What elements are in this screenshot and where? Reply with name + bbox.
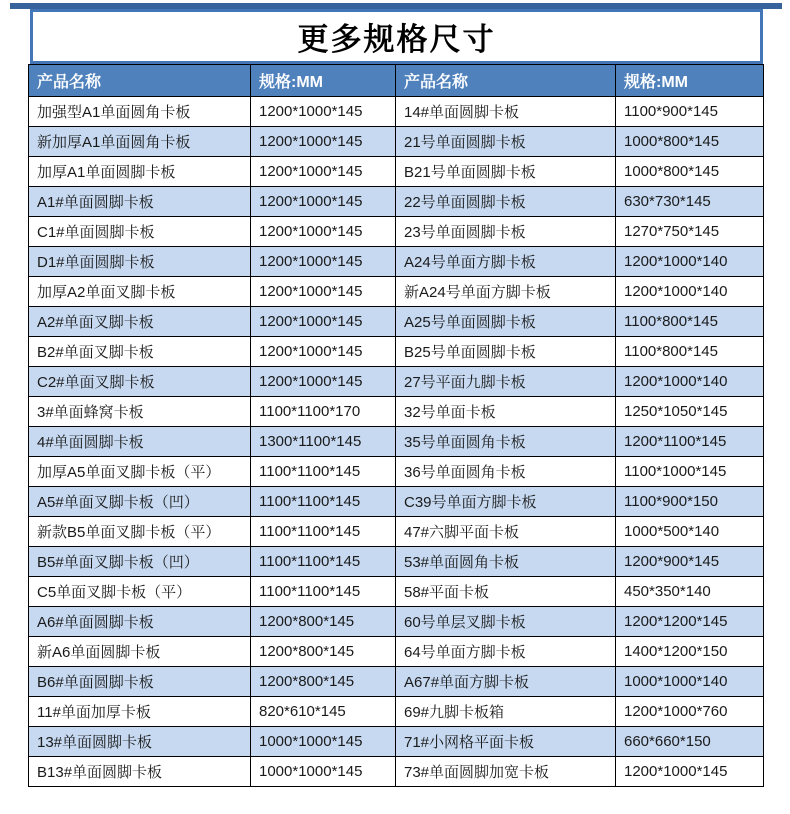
spec-cell: 1200*800*145: [251, 667, 396, 697]
product-name-cell: 新A24号单面方脚卡板: [396, 277, 616, 307]
table-row: [29, 757, 764, 787]
product-name-cell: B6#单面圆脚卡板: [29, 667, 251, 697]
table-row: [29, 217, 764, 247]
product-name-cell: 36号单面圆角卡板: [396, 457, 616, 487]
table-row: [29, 97, 764, 127]
product-name-cell: 58#平面卡板: [396, 577, 616, 607]
spec-cell: 1200*800*145: [251, 607, 396, 637]
product-name-cell: 加强型A1单面圆角卡板: [29, 97, 251, 127]
product-name-cell: 4#单面圆脚卡板: [29, 427, 251, 457]
product-name-cell: A1#单面圆脚卡板: [29, 187, 251, 217]
spec-cell: 1100*900*150: [616, 487, 764, 517]
product-name-cell: A67#单面方脚卡板: [396, 667, 616, 697]
table-row: [29, 637, 764, 667]
table-row: [29, 667, 764, 697]
spec-cell: 1000*500*140: [616, 517, 764, 547]
spec-cell: 1100*1100*145: [251, 487, 396, 517]
product-name-cell: A6#单面圆脚卡板: [29, 607, 251, 637]
table-row: [29, 607, 764, 637]
spec-cell: 450*350*140: [616, 577, 764, 607]
spec-cell: 1100*1100*145: [251, 577, 396, 607]
product-name-cell: 11#单面加厚卡板: [29, 697, 251, 727]
product-name-cell: A24号单面方脚卡板: [396, 247, 616, 277]
product-name-cell: D1#单面圆脚卡板: [29, 247, 251, 277]
spec-cell: 1300*1100*145: [251, 427, 396, 457]
product-name-cell: B25号单面圆脚卡板: [396, 337, 616, 367]
spec-cell: 1200*1000*145: [251, 277, 396, 307]
product-name-cell: 新A6单面圆脚卡板: [29, 637, 251, 667]
product-name-cell: B5#单面叉脚卡板（凹）: [29, 547, 251, 577]
spec-cell: 1100*800*145: [616, 337, 764, 367]
spec-cell: 660*660*150: [616, 727, 764, 757]
product-name-cell: C2#单面叉脚卡板: [29, 367, 251, 397]
table-row: [29, 727, 764, 757]
spec-cell: 1200*1000*145: [251, 127, 396, 157]
product-name-cell: 3#单面蜂窝卡板: [29, 397, 251, 427]
product-name-cell: A5#单面叉脚卡板（凹）: [29, 487, 251, 517]
product-name-cell: 73#单面圆脚加宽卡板: [396, 757, 616, 787]
header-row: [29, 65, 764, 97]
page-title: 更多规格尺寸: [297, 22, 496, 57]
spec-cell: 1000*1000*140: [616, 667, 764, 697]
spec-cell: 1000*1000*145: [251, 757, 396, 787]
product-name-cell: 27号平面九脚卡板: [396, 367, 616, 397]
product-name-cell: 22号单面圆脚卡板: [396, 187, 616, 217]
product-name-cell: 60号单层叉脚卡板: [396, 607, 616, 637]
table-row: [29, 547, 764, 577]
spec-cell: 820*610*145: [251, 697, 396, 727]
table-row: [29, 577, 764, 607]
spec-cell: 1200*1000*145: [251, 337, 396, 367]
product-name-cell: 13#单面圆脚卡板: [29, 727, 251, 757]
spec-table-head: [29, 65, 764, 97]
table-row: [29, 247, 764, 277]
title-box: [30, 9, 763, 64]
column-header-spec-2: 规格:MM: [616, 65, 764, 97]
spec-cell: 1200*1000*145: [251, 367, 396, 397]
product-name-cell: 35号单面圆角卡板: [396, 427, 616, 457]
table-row: [29, 397, 764, 427]
table-row: [29, 307, 764, 337]
spec-cell: 1100*1100*170: [251, 397, 396, 427]
column-header-spec-1: 规格:MM: [251, 65, 396, 97]
product-name-cell: 加厚A5单面叉脚卡板（平）: [29, 457, 251, 487]
product-name-cell: 47#六脚平面卡板: [396, 517, 616, 547]
product-name-cell: 加厚A1单面圆脚卡板: [29, 157, 251, 187]
table-row: [29, 277, 764, 307]
product-name-cell: B21号单面圆脚卡板: [396, 157, 616, 187]
product-name-cell: 加厚A2单面叉脚卡板: [29, 277, 251, 307]
spec-cell: 1200*1000*145: [251, 307, 396, 337]
spec-cell: 1200*1200*145: [616, 607, 764, 637]
product-name-cell: A25号单面圆脚卡板: [396, 307, 616, 337]
table-row: [29, 127, 764, 157]
product-name-cell: 新款B5单面叉脚卡板（平）: [29, 517, 251, 547]
table-row: [29, 187, 764, 217]
spec-cell: 1400*1200*150: [616, 637, 764, 667]
product-name-cell: 53#单面圆角卡板: [396, 547, 616, 577]
product-name-cell: A2#单面叉脚卡板: [29, 307, 251, 337]
spec-cell: 1200*900*145: [616, 547, 764, 577]
spec-cell: 1270*750*145: [616, 217, 764, 247]
spec-cell: 1000*800*145: [616, 127, 764, 157]
spec-cell: 1000*800*145: [616, 157, 764, 187]
table-row: [29, 457, 764, 487]
product-name-cell: 71#小网格平面卡板: [396, 727, 616, 757]
spec-cell: 1200*1000*145: [251, 247, 396, 277]
spec-cell: 1100*1100*145: [251, 457, 396, 487]
product-name-cell: 32号单面卡板: [396, 397, 616, 427]
product-name-cell: 14#单面圆脚卡板: [396, 97, 616, 127]
spec-cell: 1250*1050*145: [616, 397, 764, 427]
table-row: [29, 427, 764, 457]
table-row: [29, 517, 764, 547]
product-name-cell: 21号单面圆脚卡板: [396, 127, 616, 157]
spec-cell: 1200*1000*760: [616, 697, 764, 727]
product-name-cell: B13#单面圆脚卡板: [29, 757, 251, 787]
spec-cell: 1200*1100*145: [616, 427, 764, 457]
column-header-product-2: 产品名称: [396, 65, 616, 97]
spec-cell: 1200*1000*145: [616, 757, 764, 787]
spec-table-body: [29, 97, 764, 787]
table-row: [29, 367, 764, 397]
spec-table: [28, 64, 764, 787]
product-name-cell: 64号单面方脚卡板: [396, 637, 616, 667]
table-row: [29, 487, 764, 517]
spec-cell: 630*730*145: [616, 187, 764, 217]
column-header-product-1: 产品名称: [29, 65, 251, 97]
product-name-cell: C39号单面方脚卡板: [396, 487, 616, 517]
table-row: [29, 157, 764, 187]
spec-cell: 1200*800*145: [251, 637, 396, 667]
spec-cell: 1200*1000*145: [251, 187, 396, 217]
spec-cell: 1100*900*145: [616, 97, 764, 127]
spec-cell: 1100*1000*145: [616, 457, 764, 487]
product-name-cell: 23号单面圆脚卡板: [396, 217, 616, 247]
spec-cell: 1200*1000*145: [251, 157, 396, 187]
spec-cell: 1200*1000*140: [616, 247, 764, 277]
product-name-cell: C1#单面圆脚卡板: [29, 217, 251, 247]
spec-cell: 1200*1000*140: [616, 277, 764, 307]
product-name-cell: C5单面叉脚卡板（平）: [29, 577, 251, 607]
spec-cell: 1100*1100*145: [251, 517, 396, 547]
spec-cell: 1200*1000*140: [616, 367, 764, 397]
spec-cell: 1200*1000*145: [251, 217, 396, 247]
product-name-cell: 69#九脚卡板箱: [396, 697, 616, 727]
table-row: [29, 697, 764, 727]
spec-cell: 1200*1000*145: [251, 97, 396, 127]
spec-cell: 1100*1100*145: [251, 547, 396, 577]
product-name-cell: B2#单面叉脚卡板: [29, 337, 251, 367]
table-row: [29, 337, 764, 367]
spec-cell: 1100*800*145: [616, 307, 764, 337]
product-name-cell: 新加厚A1单面圆角卡板: [29, 127, 251, 157]
spec-cell: 1000*1000*145: [251, 727, 396, 757]
